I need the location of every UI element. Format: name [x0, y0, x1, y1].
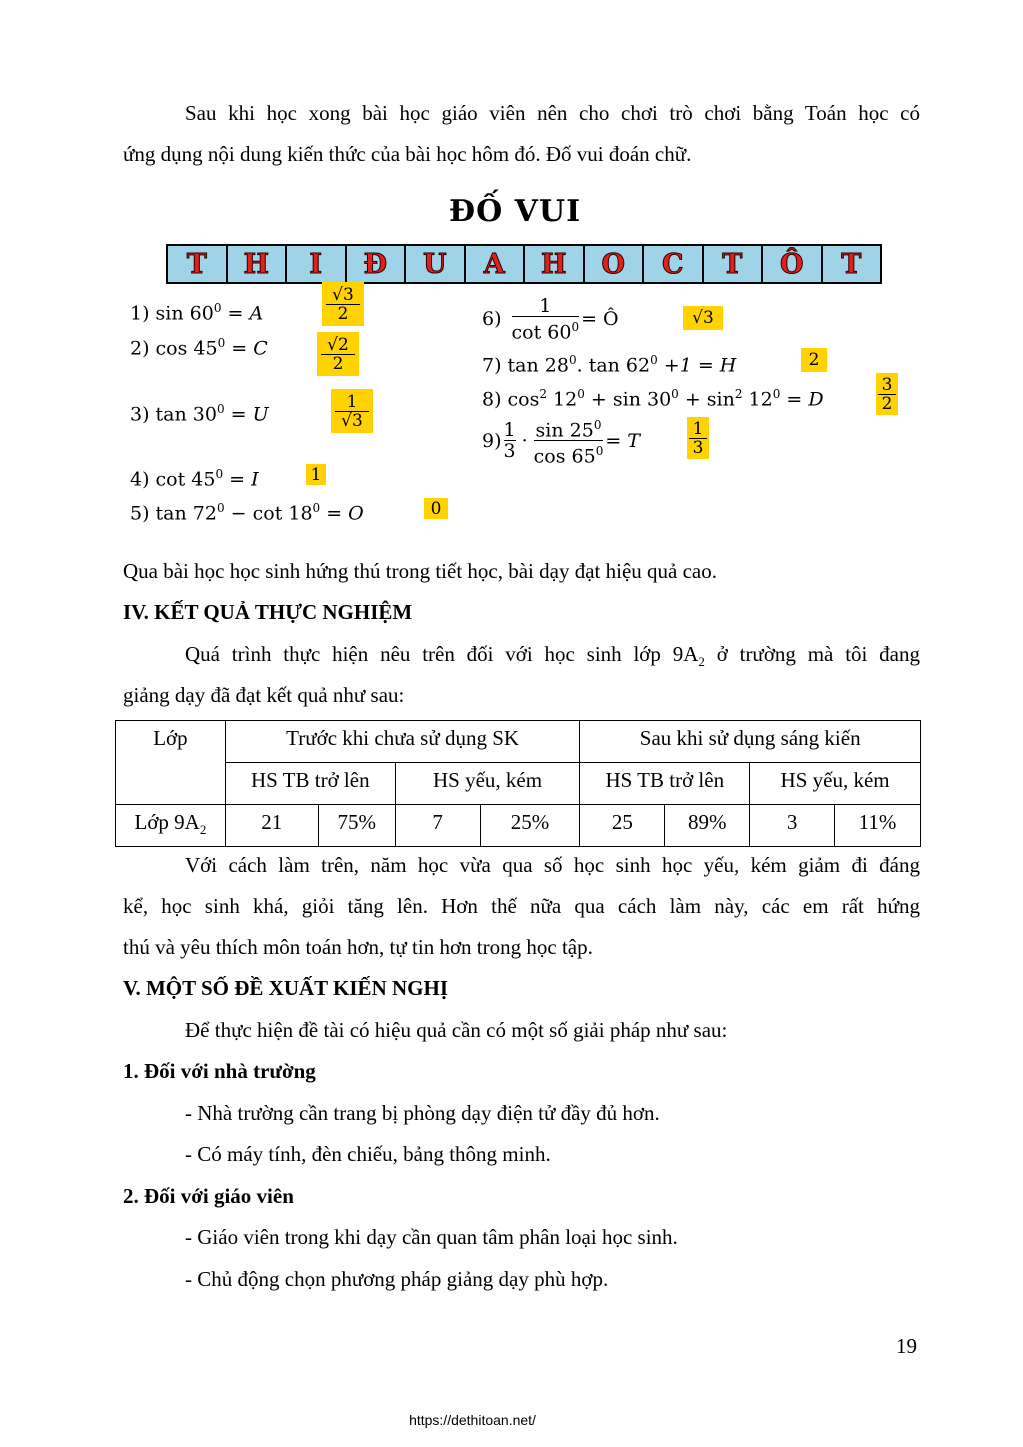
question-6: 6) $\frac{1}{\cot 60^0}$ = Ô: [482, 295, 619, 344]
header-before: Trước khi chưa sử dụng SK: [225, 721, 580, 763]
list-item: - Giáo viên trong khi dạy cần quan tâm phân loại học sinh.: [185, 1225, 678, 1249]
header-class: Lớp: [116, 721, 226, 805]
conclusion-line-3: thú và yêu thích môn toán hơn, tự tin hơn trong học tập.: [123, 935, 593, 959]
question-9: 9) $\frac{1}{3}$ · $\frac{\sin 25^0}{\cos 65^0}$ = T: [482, 418, 640, 468]
question-3: 3) $\tan 30^0 = U$: [130, 402, 269, 426]
row-label: Lớp $9A_2$: [116, 805, 226, 847]
answer-1: √3 2: [322, 282, 364, 326]
table-header-row: [116, 721, 921, 763]
list-item: - Nhà trường cần trang bị phòng dạy điện tử đầy đủ hơn.: [185, 1101, 660, 1125]
table-cell: 25: [580, 805, 665, 847]
puzzle-letter-cell: O: [585, 246, 643, 282]
puzzle-letter-cell: H: [228, 246, 286, 282]
section-5-intro: Để thực hiện đề tài có hiệu quả cần có một số giải pháp như sau:: [185, 1018, 728, 1042]
section-4-paragraph-line-1: Quá trình thực hiện nêu trên đối với học sinh lớp $9A_2$ ở trường mà tôi đang: [185, 642, 920, 670]
puzzle-letter-cell: Ô: [763, 246, 821, 282]
answer-6: √3: [683, 306, 723, 330]
section-4-paragraph-line-2: giảng dạy đã đạt kết quả như sau:: [123, 683, 405, 707]
header-after: Sau khi sử dụng sáng kiến: [580, 721, 921, 763]
section-5-heading: V. MỘT SỐ ĐỀ XUẤT KIẾN NGHỊ: [123, 976, 448, 1000]
answer-2: √2 2: [317, 332, 359, 376]
subheader-before-weak: HS yếu, kém: [395, 763, 580, 805]
puzzle-letter-cell: T: [704, 246, 762, 282]
conclusion-line-1: Với cách làm trên, năm học vừa qua số học sinh học yếu, kém giảm đi đáng: [185, 853, 920, 877]
answer-5: 0: [424, 498, 448, 519]
subsection-1-heading: 1. Đối với nhà trường: [123, 1059, 316, 1083]
subheader-before-pass: HS TB trở lên: [225, 763, 395, 805]
puzzle-letter-cell: Đ: [347, 246, 405, 282]
subsection-2-heading: 2. Đối với giáo viên: [123, 1184, 294, 1208]
table-cell: 7: [395, 805, 480, 847]
answer-4: 1: [306, 464, 326, 485]
table-cell: 3: [750, 805, 835, 847]
after-puzzle-text: Qua bài học học sinh hứng thú trong tiết học, bài dạy đạt hiệu quả cao.: [123, 559, 717, 583]
answer-3: 1 √3: [331, 389, 373, 433]
list-item: - Có máy tính, đèn chiếu, bảng thông minh.: [185, 1142, 551, 1166]
puzzle-letter-cell: T: [823, 246, 881, 282]
question-7: 7) $\tan 28^0$. $\tan 62^0 +1 = H$: [482, 353, 737, 377]
table-row: [116, 805, 921, 847]
answer-9: 1 3: [687, 417, 709, 459]
table-cell: 25%: [480, 805, 580, 847]
intro-line-2: ứng dụng nội dung kiến thức của bài học hôm đó. Đố vui đoán chữ.: [123, 142, 692, 166]
question-2: 2) $\cos 45^0 = C$: [130, 336, 268, 360]
table-cell: 11%: [835, 805, 921, 847]
puzzle-letter-cell: A: [466, 246, 524, 282]
table-cell: 89%: [665, 805, 750, 847]
list-item: - Chủ động chọn phương pháp giảng dạy phù hợp.: [185, 1267, 609, 1291]
intro-line-1: Sau khi học xong bài học giáo viên nên cho chơi trò chơi bằng Toán học có: [185, 101, 920, 125]
results-table: [115, 720, 921, 847]
puzzle-letter-cell: C: [644, 246, 702, 282]
subheader-after-weak: HS yếu, kém: [750, 763, 921, 805]
answer-7: 2: [801, 348, 827, 372]
conclusion-line-2: kể, học sinh khá, giỏi tăng lên. Hơn thế nữa qua cách làm này, các em rất hứng: [123, 894, 920, 918]
question-1: 1) $\sin 60^0 = A$: [130, 301, 264, 325]
puzzle-letter-cell: T: [168, 246, 226, 282]
table-cell: 21: [225, 805, 318, 847]
footer-url[interactable]: https://dethitoan.net/: [409, 1412, 536, 1428]
page-number: 19: [896, 1334, 917, 1358]
puzzle-title: ĐỐ VUI: [448, 194, 582, 229]
question-5: 5) $\tan 72^0 - \cot 18^0 = O$: [130, 501, 364, 525]
table-cell: 75%: [318, 805, 395, 847]
question-4: 4) $\cot 45^0 = I$: [130, 467, 259, 491]
puzzle-letter-cell: I: [287, 246, 345, 282]
puzzle-letter-cell: H: [525, 246, 583, 282]
table-subheader-row: [116, 763, 921, 805]
subheader-after-pass: HS TB trở lên: [580, 763, 750, 805]
answer-8: 3 2: [876, 373, 898, 415]
puzzle-word-row: [166, 244, 882, 284]
question-8: 8) $\cos^2 12^0 + \sin 30^0 + \sin^2 12^0 = D$: [482, 387, 824, 411]
puzzle-letter-cell: U: [406, 246, 464, 282]
section-4-heading: IV. KẾT QUẢ THỰC NGHIỆM: [123, 600, 413, 624]
